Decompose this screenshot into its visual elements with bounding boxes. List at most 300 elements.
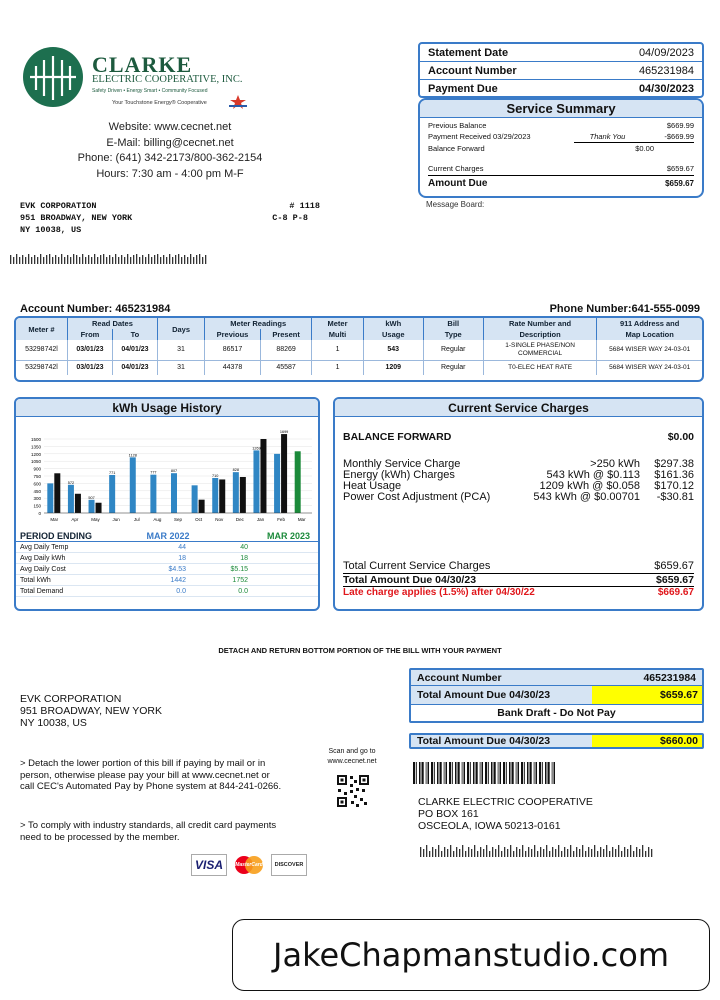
barcode-bar: [482, 762, 484, 784]
meter-cell-addr: 5684 WISER WAY 24-03-01: [609, 346, 691, 353]
barcode-bar: [446, 762, 448, 784]
postal-bar: [450, 845, 451, 857]
postal-bar: [567, 849, 568, 857]
postal-bar: [507, 849, 508, 857]
barcode-bar: [444, 762, 445, 784]
barcode-bar: [458, 762, 460, 784]
watermark-text: JakeChapmanstudio.com: [273, 936, 669, 974]
barcode-bar: [503, 762, 505, 784]
x-tick-label: Feb: [277, 517, 285, 522]
chart-bar: [89, 500, 95, 513]
bar-data-label: 771: [108, 470, 116, 475]
total-service-label: Total Current Service Charges: [343, 560, 491, 572]
qr-code-icon[interactable]: [336, 774, 370, 808]
meter-row: [16, 340, 702, 361]
postal-bar: [591, 849, 592, 857]
x-tick-label: Apr: [71, 517, 79, 522]
postal-bar: [474, 845, 475, 857]
meter-cell-days: 31: [157, 340, 204, 361]
postal-bar: [561, 851, 562, 857]
discover-card-icon: DISCOVER: [271, 854, 307, 876]
meter-cell-days: 31: [157, 361, 204, 375]
postal-bar: [468, 847, 469, 857]
barcode-bar: [518, 762, 520, 784]
chart-bar: [233, 472, 239, 513]
postal-bar: [615, 849, 616, 857]
postal-bar: [606, 845, 607, 857]
visa-card-icon: VISA: [191, 854, 227, 876]
x-tick-label: May: [91, 517, 100, 522]
payment-box: [409, 668, 704, 723]
postal-bar: [609, 851, 610, 857]
postal-bar: [501, 851, 502, 857]
charge-detail: 1209 kWh @ $0.058: [539, 480, 640, 492]
statement-date-row: Statement Date 04/09/2023: [420, 44, 702, 62]
chart-bar: [240, 477, 246, 513]
postal-bar: [534, 845, 535, 857]
barcode-bar: [467, 762, 469, 784]
usage-stat-row: [16, 553, 318, 564]
barcode-bar: [554, 762, 556, 784]
x-tick-label: Aug: [153, 517, 162, 522]
chart-bar: [171, 473, 177, 513]
balance-forward-value: $0.00: [635, 144, 654, 153]
stat-label: Avg Daily Temp: [20, 543, 69, 551]
address-line3: NY 10038, US: [20, 225, 82, 235]
charge-detail: >250 kWh: [590, 458, 640, 470]
chart-bar: [47, 483, 53, 513]
barcode-bar: [530, 762, 532, 784]
charge-amount: -$30.81: [656, 491, 694, 503]
stat-value-a: 0.0: [176, 587, 186, 595]
barcode-bar: [498, 762, 499, 784]
total-due-label: Total Amount Due 04/30/23: [343, 574, 477, 586]
col-usage: Usage: [363, 329, 423, 340]
current-charges-box: [333, 397, 704, 611]
balance-forward-label: Balance Forward: [428, 144, 485, 153]
postal-bar: [573, 851, 574, 857]
stat-label: Avg Daily kWh: [20, 554, 66, 562]
postal-bar: [453, 851, 454, 857]
usage-history-title: kWh Usage History: [16, 399, 318, 417]
postal-bar: [570, 845, 571, 857]
remit-addr2: 951 BROADWAY, NEW YORK: [20, 705, 162, 717]
barcode-bar: [536, 762, 538, 784]
usage-stats: [16, 542, 318, 597]
postal-bar: [549, 851, 550, 857]
message-board: Message Board:: [426, 200, 485, 209]
customer-address: [20, 200, 320, 236]
postal-bar: [495, 849, 496, 857]
meter-cell-present: 88269: [260, 340, 311, 361]
postal-bar: [543, 849, 544, 857]
x-tick-label: Jan: [256, 517, 265, 522]
col-to: To: [112, 329, 157, 340]
website: Website: www.cecnet.net: [108, 121, 232, 133]
barcode-bar: [452, 762, 453, 784]
barcode-bar: [542, 762, 543, 784]
barcode-bar: [524, 762, 525, 784]
usage-stat-row: [16, 542, 318, 553]
barcode-bar: [512, 762, 514, 784]
meter-cell-prev: 44378: [205, 361, 261, 375]
usage-stat-row: [16, 575, 318, 586]
account-number-line: Account Number: 465231984: [20, 303, 171, 315]
x-tick-label: Oct: [195, 517, 203, 522]
col-previous: Previous: [205, 329, 261, 340]
company-logo: [22, 46, 262, 116]
stat-label: Total Demand: [20, 587, 64, 595]
postal-bar: [576, 847, 577, 857]
stat-label: Total kWh: [20, 576, 51, 584]
pay-due2-label: Total Amount Due 04/30/23: [417, 735, 551, 747]
charge-item: [335, 492, 702, 503]
meter-cell-rate: T0-ELEC HEAT RATE: [483, 361, 597, 375]
touchstone-text: Your Touchstone Energy® Cooperative: [112, 100, 207, 106]
period-col-b: MAR 2023: [266, 531, 310, 541]
total-due-value: $659.67: [656, 574, 694, 586]
thank-you-note: Thank You: [589, 132, 626, 141]
postal-bar: [519, 849, 520, 857]
late-charge-value: $669.67: [657, 587, 694, 598]
usage-chart: [16, 417, 318, 529]
postal-bar: [546, 845, 547, 857]
barcode-bar: [428, 762, 430, 784]
barcode-bar: [462, 762, 463, 784]
barcode-bar: [509, 762, 511, 784]
y-tick-label: 150: [33, 503, 41, 509]
postal-bar: [456, 847, 457, 857]
postal-bar: [621, 851, 622, 857]
postal-bar: [510, 845, 511, 857]
col-multi: Multi: [312, 329, 363, 340]
payment-received-label: Payment Received 03/29/2023: [428, 132, 531, 141]
postal-bar: [642, 845, 643, 857]
x-tick-label: Mar: [50, 517, 59, 522]
col-meter-no: Meter #: [16, 318, 67, 340]
bar-data-label: 1128: [128, 453, 137, 458]
meter-cell-usage: 543: [363, 340, 423, 361]
company-contact: [40, 120, 300, 182]
postal-bar: [633, 851, 634, 857]
postal-bar: [459, 849, 460, 857]
meter-cell-multi: 1: [312, 340, 363, 361]
postal-bar: [483, 849, 484, 857]
y-tick-label: 600: [33, 481, 41, 487]
coop-line1: CLARKE ELECTRIC COOPERATIVE: [418, 796, 593, 808]
previous-balance-value: $669.99: [666, 121, 694, 130]
stat-value-a: $4.53: [168, 565, 186, 573]
bar-data-label: 828: [232, 468, 240, 473]
touchstone-star-icon: [227, 94, 249, 110]
postal-barcode-2-icon: [420, 844, 660, 858]
barcode-bar: [548, 762, 550, 784]
email: E-Mail: billing@cecnet.net: [106, 136, 234, 149]
barcode-bar: [449, 762, 451, 784]
meter-cell-type: Regular: [423, 361, 483, 375]
stat-value-b: 18: [240, 554, 248, 562]
remit-note2: > To comply with industry standards, all credit card payments need to be processed by the member.: [20, 820, 277, 843]
coop-line3: OSCEOLA, IOWA 50213-0161: [418, 820, 561, 832]
postal-bar: [552, 847, 553, 857]
col-bill-top: Bill: [423, 318, 483, 329]
address-line2: 951 BROADWAY, NEW YORK: [20, 213, 133, 223]
barcode-bar: [506, 762, 507, 784]
postal-bar: [579, 849, 580, 857]
col-from: From: [67, 329, 112, 340]
detach-text: DETACH AND RETURN BOTTOM PORTION OF THE BILL WITH YOUR PAYMENT: [218, 646, 502, 655]
postal-bar: [525, 851, 526, 857]
charge-amount: $170.12: [654, 480, 694, 492]
barcode-bar: [470, 762, 471, 784]
chart-bar: [75, 494, 81, 513]
period-row: [16, 529, 318, 542]
barcode-bar: [491, 762, 493, 784]
mastercard-icon: MasterCard: [231, 854, 267, 876]
tree-logo-icon: [22, 46, 84, 108]
remit-addr3: NY 10038, US: [20, 717, 87, 729]
bank-draft-text: Bank Draft - Do Not Pay: [497, 707, 616, 719]
meter-cell-from: 03/01/23: [67, 340, 112, 361]
y-tick-label: 750: [33, 474, 41, 479]
postal-bar: [597, 851, 598, 857]
meter-cell-type: Regular: [423, 340, 483, 361]
usage-bar-chart: [16, 417, 318, 529]
postal-bar: [537, 851, 538, 857]
postal-bar: [489, 851, 490, 857]
x-tick-label: Sep: [173, 517, 183, 522]
usage-history-box: [14, 397, 320, 611]
payment-barcode-icon: [413, 762, 559, 784]
period-col-a: MAR 2022: [146, 531, 190, 541]
chart-bar: [260, 439, 266, 513]
postal-bar: [513, 851, 514, 857]
bar-data-label: 1699: [279, 430, 289, 435]
meter-cell-usage: 1209: [363, 361, 423, 375]
postal-bar: [588, 847, 589, 857]
x-tick-label: Mar: [297, 517, 306, 522]
late-charge-label: Late charge applies (1.5%) after 04/30/22: [343, 587, 535, 598]
postal-bar: [516, 847, 517, 857]
charge-detail: 543 kWh @ $0.00701: [533, 491, 640, 503]
remit-note1: > Detach the lower portion of this bill if paying by mail or in person, otherwise please pay your bill at www.cecnet.net or call CEC's Automated Pay by Phone system at 844-241-0266.: [20, 758, 282, 792]
barcode-bar: [521, 762, 523, 784]
postal-bar: [651, 849, 652, 857]
meter-cell-addr: 5684 WISER WAY 24-03-01: [609, 363, 691, 371]
postal-bar: [627, 849, 628, 857]
usage-stat-row: [16, 564, 318, 575]
postal-bar: [444, 847, 445, 857]
x-tick-label: Dec: [235, 517, 244, 522]
postal-bar: [528, 847, 529, 857]
meter-cell-rate: 1-SINGLE PHASE/NON COMMERCIAL: [483, 340, 597, 361]
postal-bar: [432, 847, 433, 857]
barcode-bar: [534, 762, 535, 784]
chart-bar: [68, 485, 74, 513]
postal-bar: [492, 847, 493, 857]
chart-bar: [109, 475, 115, 513]
barcode-bar: [473, 762, 475, 784]
charge-items: [335, 459, 702, 503]
chart-bar: [281, 434, 287, 513]
postal-bar: [612, 847, 613, 857]
meter-row: [16, 361, 702, 375]
postal-bar: [426, 845, 427, 857]
stat-value-b: 1752: [232, 576, 248, 584]
chart-bar: [96, 503, 102, 513]
barcode-bar: [488, 762, 489, 784]
col-meter-readings: Meter Readings: [205, 318, 312, 329]
barcode-bar: [527, 762, 529, 784]
y-tick-label: 0: [38, 511, 41, 516]
chart-bar: [212, 478, 218, 513]
pay-due2-value: $660.00: [592, 735, 702, 747]
phone-number-line: Phone Number:641-555-0099: [549, 303, 700, 315]
y-tick-label: 300: [33, 496, 41, 502]
postal-barcode-icon: [10, 252, 210, 266]
x-tick-label: Nov: [215, 517, 224, 522]
postal-bar: [636, 847, 637, 857]
col-rate-top: Rate Number and: [483, 318, 597, 329]
coop-line2: PO BOX 161: [418, 808, 479, 820]
postal-bar: [600, 847, 601, 857]
meter-table: [16, 318, 702, 375]
chart-bar: [219, 479, 225, 513]
account-number-row: Account Number 465231984: [420, 62, 702, 80]
charge-label: Power Cost Adjustment (PCA): [343, 491, 491, 503]
meter-cell-present: 45587: [260, 361, 311, 375]
y-tick-label: 450: [33, 488, 41, 494]
chart-bar: [192, 485, 198, 513]
balance-forward-label-cc: BALANCE FORWARD: [343, 431, 452, 443]
chart-bar: [54, 473, 60, 513]
postal-bar: [594, 845, 595, 857]
col-kwh-top: kWh: [363, 318, 423, 329]
charge-label: Monthly Service Charge: [343, 458, 461, 470]
barcode-bar: [545, 762, 547, 784]
address-code2: C-8 P-8: [272, 213, 308, 223]
barcode-bar: [413, 762, 415, 784]
col-description: Description: [483, 329, 597, 340]
postal-bar: [540, 847, 541, 857]
company-tagline: Safety Driven • Energy Smart • Community Focused: [92, 88, 208, 94]
barcode-bar: [464, 762, 466, 784]
stat-value-b: $5.15: [230, 565, 248, 573]
postal-bar: [498, 845, 499, 857]
stat-value-a: 1442: [170, 576, 186, 584]
company-subname: ELECTRIC COOPERATIVE, INC.: [92, 74, 243, 85]
y-tick-label: 1200: [30, 451, 41, 457]
payment-cards: [191, 854, 307, 876]
address-code1: # 1118: [289, 201, 320, 211]
barcode-bar: [426, 762, 427, 784]
service-summary-box: [418, 98, 704, 198]
postal-bar: [486, 845, 487, 857]
bar-data-label: 572: [67, 480, 75, 485]
bar-data-label: 777: [150, 470, 157, 475]
current-charges-label: Current Charges: [428, 164, 484, 173]
postal-bar: [429, 851, 430, 857]
col-meter-multi-top: Meter: [312, 318, 363, 329]
phone: Phone: (641) 342-2173/800-362-2154: [77, 152, 263, 164]
barcode-bar: [500, 762, 502, 784]
amount-due-label: Amount Due: [428, 177, 488, 189]
amount-due-value: $659.67: [665, 178, 694, 188]
barcode-bar: [419, 762, 421, 784]
barcode-bar: [422, 762, 424, 784]
col-map-location: Map Location: [597, 329, 702, 340]
statement-box: [418, 42, 704, 98]
barcode-bar: [437, 762, 439, 784]
charge-label: Heat Usage: [343, 480, 402, 492]
meter-cell-meter: 53298742l: [16, 340, 67, 361]
col-read-dates: Read Dates: [67, 318, 157, 329]
balance-forward-value-cc: $0.00: [667, 431, 694, 443]
barcode-bar: [476, 762, 478, 784]
postal-bar: [504, 847, 505, 857]
service-summary-title: Service Summary: [420, 100, 702, 118]
postal-bar: [603, 849, 604, 857]
stat-value-b: 0.0: [238, 587, 248, 595]
company-name: CLARKE: [92, 52, 193, 77]
postal-bar: [420, 847, 421, 857]
pay-account-value: 465231984: [643, 671, 696, 684]
stat-value-a: 44: [178, 543, 186, 551]
total-service-value: $659.67: [654, 560, 694, 572]
period-ending-label: PERIOD ENDING: [20, 531, 93, 541]
chart-bar: [150, 475, 156, 513]
barcode-bar: [516, 762, 517, 784]
bar-data-label: 807: [170, 469, 178, 474]
postal-bar: [447, 849, 448, 857]
watermark-box: [232, 919, 710, 991]
x-tick-label: Jul: [133, 517, 140, 522]
bar-data-label: 507: [88, 495, 95, 500]
bar-data-label: 1269: [252, 446, 261, 451]
barcode-bar: [416, 762, 417, 784]
pay-account-label: Account Number: [417, 671, 502, 684]
col-days: Days: [157, 318, 204, 340]
postal-bar: [624, 847, 625, 857]
payment-received-value: -$669.99: [664, 132, 694, 141]
postal-bar: [471, 849, 472, 857]
payment-due-row: Payment Due 04/30/2023: [428, 83, 694, 95]
chart-bar: [130, 457, 136, 513]
stat-value-b: 40: [240, 543, 248, 551]
charge-detail: 543 kWh @ $0.113: [546, 469, 640, 481]
postal-bar: [630, 845, 631, 857]
barcode-bar: [480, 762, 481, 784]
barcode-bar: [485, 762, 487, 784]
chart-bar: [199, 500, 205, 513]
postal-bar: [531, 849, 532, 857]
postal-bar: [618, 845, 619, 857]
meter-cell-multi: 1: [312, 361, 363, 375]
barcode-bar: [539, 762, 541, 784]
remit-address: [20, 693, 220, 729]
postal-bar: [462, 845, 463, 857]
meter-cell-prev: 86517: [205, 340, 261, 361]
postal-bar: [585, 851, 586, 857]
y-tick-label: 900: [33, 466, 41, 472]
meter-cell-to: 04/01/23: [112, 340, 157, 361]
postal-bar: [558, 845, 559, 857]
address-line1: EVK CORPORATION: [20, 201, 97, 211]
postal-bar: [555, 849, 556, 857]
postal-bar: [648, 847, 649, 857]
barcode-bar: [552, 762, 553, 784]
postal-bar: [435, 849, 436, 857]
